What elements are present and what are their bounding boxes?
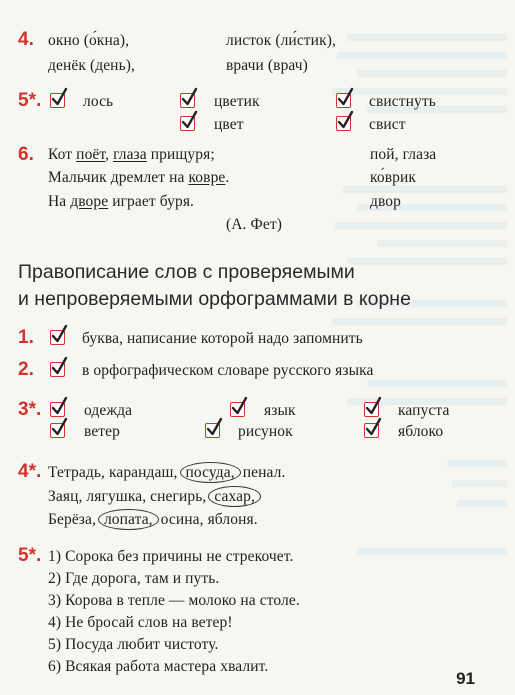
underlined-word: поёт: [76, 146, 106, 163]
task-6-answer-2: ко́врик: [370, 169, 416, 186]
task-3-item: одежда: [84, 402, 133, 419]
proverb-5: 5) Посуда любит чистоту.: [48, 636, 219, 653]
task-4b-number: 4*.: [18, 461, 42, 482]
text: Мальчик дремлет на: [48, 169, 189, 186]
checkbox-odezhda[interactable]: [50, 402, 65, 417]
proverb-4: 4) Не бросай слов на ветер!: [48, 614, 233, 631]
checkmark-icon: [50, 324, 68, 344]
task-2-text: в орфографическом словаре русского языка: [82, 362, 374, 379]
task-3-item: язык: [264, 402, 296, 419]
text: Заяц, лягушка, снегирь,: [48, 488, 211, 505]
poem-line-3: [48, 194, 194, 210]
proverb-3: 3) Корова в тепле — молоко на столе.: [48, 592, 300, 609]
task-3-item: яблоко: [398, 423, 444, 440]
checkbox-svist[interactable]: [336, 116, 351, 131]
task-4b-line-1: [48, 465, 285, 481]
task-5-item: лось: [83, 93, 114, 110]
underlined-word: дворе: [70, 193, 109, 210]
text: осина, яблоня.: [156, 511, 258, 528]
task-4b-line-3: [48, 512, 258, 528]
text: пенал.: [238, 464, 286, 481]
text: ,: [105, 146, 114, 163]
task-4-word-okno: окно (о́кна),: [48, 32, 130, 49]
circled-word: сахар,: [208, 486, 261, 507]
proverb-1: 1) Сорока без причины не стрекочет.: [48, 548, 294, 565]
proverb-6: 6) Всякая работа мастера хвалит.: [48, 658, 269, 675]
checkbox-tsvetik[interactable]: [180, 93, 195, 108]
task-6-answer-3: двор: [370, 193, 401, 210]
poem-line-2: [48, 170, 229, 186]
task-5-item: цвет: [214, 116, 244, 133]
task-1-text: буква, написание которой надо запомнить: [82, 330, 363, 347]
text: прищуря;: [146, 146, 215, 163]
task-3-item: ветер: [84, 423, 121, 440]
underlined-word: ковре: [188, 169, 226, 186]
checkbox-risunok[interactable]: [205, 423, 220, 438]
text: играет буря.: [108, 193, 195, 210]
proverb-2: 2) Где дорога, там и путь.: [48, 570, 220, 587]
task-6-answer-1: пой, глаза: [370, 146, 437, 163]
task-5-item: цветик: [214, 93, 260, 110]
section-title-line-2: и непроверяемыми орфограммами в корне: [18, 288, 411, 310]
checkbox-tsvet[interactable]: [180, 116, 195, 131]
text: Кот: [48, 146, 77, 163]
task-4-word-listok: листок (ли́стик),: [226, 32, 336, 49]
task-1-number: 1.: [18, 327, 34, 348]
checkmark-icon: [180, 87, 198, 107]
checkmark-icon: [336, 87, 354, 107]
checkmark-icon: [364, 417, 382, 437]
poem-author: (А. Фет): [226, 216, 282, 233]
task-5-item: свистнуть: [369, 93, 436, 110]
underlined-word: глаза: [113, 146, 147, 163]
checkbox-yabloko[interactable]: [364, 423, 379, 438]
checkmark-icon: [50, 356, 68, 376]
task-4-word-denek: денёк (день),: [48, 57, 135, 74]
task-3-item: рисунок: [238, 423, 293, 440]
task-2-number: 2.: [18, 359, 34, 380]
checkmark-icon: [50, 396, 68, 416]
checkmark-icon: [50, 87, 68, 107]
checkbox-task-2[interactable]: [50, 362, 65, 377]
checkmark-icon: [180, 110, 198, 130]
checkbox-yazyk[interactable]: [230, 402, 245, 417]
checkbox-los[interactable]: [50, 93, 65, 108]
task-4-number: 4.: [18, 29, 34, 50]
poem-line-1: [48, 147, 215, 163]
checkmark-icon: [205, 417, 223, 437]
text: .: [225, 169, 230, 186]
task-5-item: свист: [369, 116, 406, 133]
task-3-item: капуста: [398, 402, 450, 419]
checkbox-veter[interactable]: [50, 423, 65, 438]
circled-word: посуда,: [180, 462, 241, 483]
task-6-number: 6.: [18, 144, 34, 165]
checkbox-task-1[interactable]: [50, 330, 65, 345]
checkbox-kapusta[interactable]: [364, 402, 379, 417]
text: Берёза,: [48, 511, 100, 528]
task-5b-number: 5*.: [18, 545, 42, 566]
checkmark-icon: [336, 110, 354, 130]
checkmark-icon: [364, 396, 382, 416]
checkbox-svistnut[interactable]: [336, 93, 351, 108]
task-4-word-vrachi: врачи (врач): [226, 57, 308, 74]
task-4b-line-2: [48, 489, 259, 505]
circled-word: лопата,: [98, 509, 159, 530]
task-3-number: 3*.: [18, 399, 42, 420]
page-number: 91: [456, 669, 475, 688]
checkmark-icon: [50, 417, 68, 437]
checkmark-icon: [230, 396, 248, 416]
section-title-line-1: Правописание слов с проверяемыми: [18, 261, 355, 283]
task-5-number: 5*.: [18, 90, 42, 111]
text: Тетрадь, карандаш,: [48, 464, 182, 481]
text: На: [48, 193, 71, 210]
